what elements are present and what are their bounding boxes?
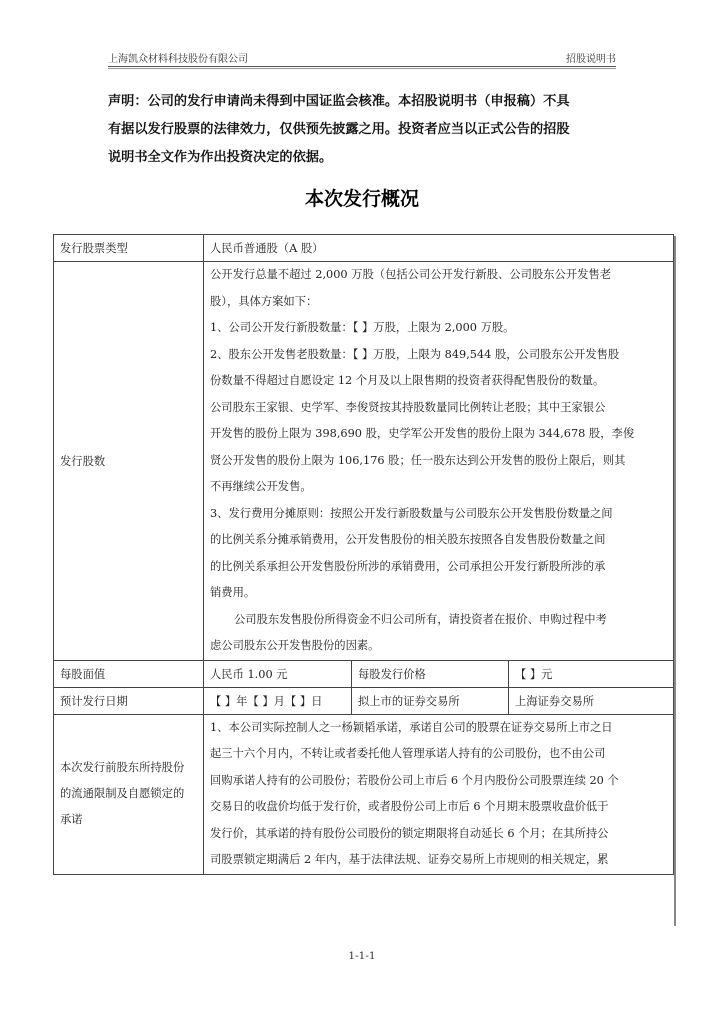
- lockup-label-line: 承诺: [60, 813, 83, 826]
- lockup-line: 起三十六个月内，不转让或者委托他人管理承诺人持有的公司股份，也不由公司: [210, 747, 606, 760]
- issue-date-value: 【 】年【 】月【 】日: [204, 687, 352, 714]
- declaration-line: 声明：公司的发行申请尚未得到中国证监会核准。本招股说明书（申报稿）不具: [108, 94, 570, 109]
- lockup-label-line: 本次发行前股东所持股份: [60, 761, 185, 774]
- offering-overview-table: [53, 234, 674, 875]
- table-row: [54, 714, 674, 874]
- shares-label: 发行股数: [54, 262, 204, 661]
- issue-price-value: 【 】元: [509, 660, 674, 687]
- page-header: [108, 50, 616, 64]
- shares-line: 开发售的股份上限为 398,690 股，史学军公开发售的股份上限为 344,678 股，李俊: [210, 427, 635, 440]
- exchange-value: 上海证券交易所: [509, 687, 674, 714]
- lockup-line: 回购承诺人持有的公司股份；若股份公司上市后 6 个月内股份公司股票连续 20 个: [210, 773, 619, 787]
- table-row: [54, 235, 674, 262]
- issue-date-label: 预计发行日期: [54, 687, 204, 714]
- shares-line: 公开发行总量不超过 2,000 万股（包括公司公开发行新股、公司股东公开发售老: [210, 268, 612, 281]
- shares-line: 2、股东公开发售老股数量：【 】万股，上限为 849,544 股，公司股东公开发售股: [210, 347, 620, 361]
- shares-line: 虑公司股东公开发售股份的因素。: [210, 639, 380, 652]
- shares-line: 份数量不得超过自愿设定 12 个月及以上限售期的投资者获得配售股份的数量。: [210, 374, 605, 387]
- shares-line: 贤公开发售的股份上限为 106,176 股；任一股东达到公开发售的股份上限后，则其: [210, 453, 626, 467]
- table-row: [54, 687, 674, 714]
- shares-detail: [204, 262, 674, 661]
- declaration: [108, 88, 623, 172]
- lockup-label-line: 的流通限制及自愿锁定的: [60, 787, 185, 800]
- table-row: [54, 262, 674, 661]
- header-company: 上海凯众材料科技股份有限公司: [108, 54, 248, 65]
- exchange-label: 拟上市的证券交易所: [352, 687, 509, 714]
- lockup-line: 发行价，其承诺的持有股份公司股份的锁定期限将自动延长 6 个月；在其所持公: [210, 826, 609, 840]
- shares-line: 销费用。: [210, 586, 256, 599]
- shares-line: 公司股东发售股份所得资金不归公司所有，请投资者在报价、申购过程中考: [234, 612, 607, 626]
- page-number: 1-1-1: [348, 950, 376, 962]
- table-shadow: [674, 236, 676, 926]
- par-value-value: 人民币 1.00 元: [204, 660, 352, 687]
- issue-price-label: 每股发行价格: [352, 660, 509, 687]
- shares-line: 1、公司公开发行新股数量：【 】万股，上限为 2,000 万股。: [210, 321, 515, 334]
- header-rule-thin: [108, 68, 616, 69]
- shares-line: 不再继续公开发售。: [210, 480, 312, 493]
- stock-type-label: 发行股票类型: [54, 235, 204, 262]
- par-value-label: 每股面值: [54, 660, 204, 687]
- lockup-line: 交易日的收盘价均低于发行价，或者股份公司上市后 6 个月期末股票收盘价低于: [210, 800, 609, 813]
- lockup-label: [54, 714, 204, 874]
- page-title: 本次发行概况: [304, 188, 419, 210]
- shares-line: 的比例关系分摊承销费用，公开发售股份的相关股东按照各自发售股份数量之间: [210, 533, 606, 546]
- shares-line: 3、发行费用分摊原则：按照公开发行新股数量与公司股东公开发售股份数量之间: [210, 506, 613, 520]
- header-rule: [108, 66, 616, 67]
- shares-line: 股），具体方案如下：: [210, 294, 318, 308]
- header-doc-type: 招股说明书: [566, 54, 616, 65]
- declaration-line: 说明书全文作为作出投资决定的依据。: [108, 150, 333, 165]
- shares-line: 的比例关系承担公开发售股份所涉的承销费用，公司承担公开发行新股所涉的承: [210, 559, 606, 573]
- lockup-line: 司股票锁定期满后 2 年内，基于法律法规、证券交易所上市规则的相关规定，累: [210, 853, 609, 866]
- stock-type-value: 人民币普通股（A 股）: [204, 235, 674, 262]
- lockup-detail: [204, 714, 674, 874]
- declaration-line: 有据以发行股票的法律效力，仅供预先披露之用。投资者应当以正式公告的招股: [108, 122, 570, 137]
- table-row: [54, 660, 674, 687]
- shares-line: 公司股东王家银、史学军、李俊贤按其持股数量同比例转让老股；其中王家银公: [210, 400, 606, 414]
- lockup-line: 1、本公司实际控制人之一杨颖韬承诺，承诺自公司的股票在证券交易所上市之日: [210, 720, 613, 734]
